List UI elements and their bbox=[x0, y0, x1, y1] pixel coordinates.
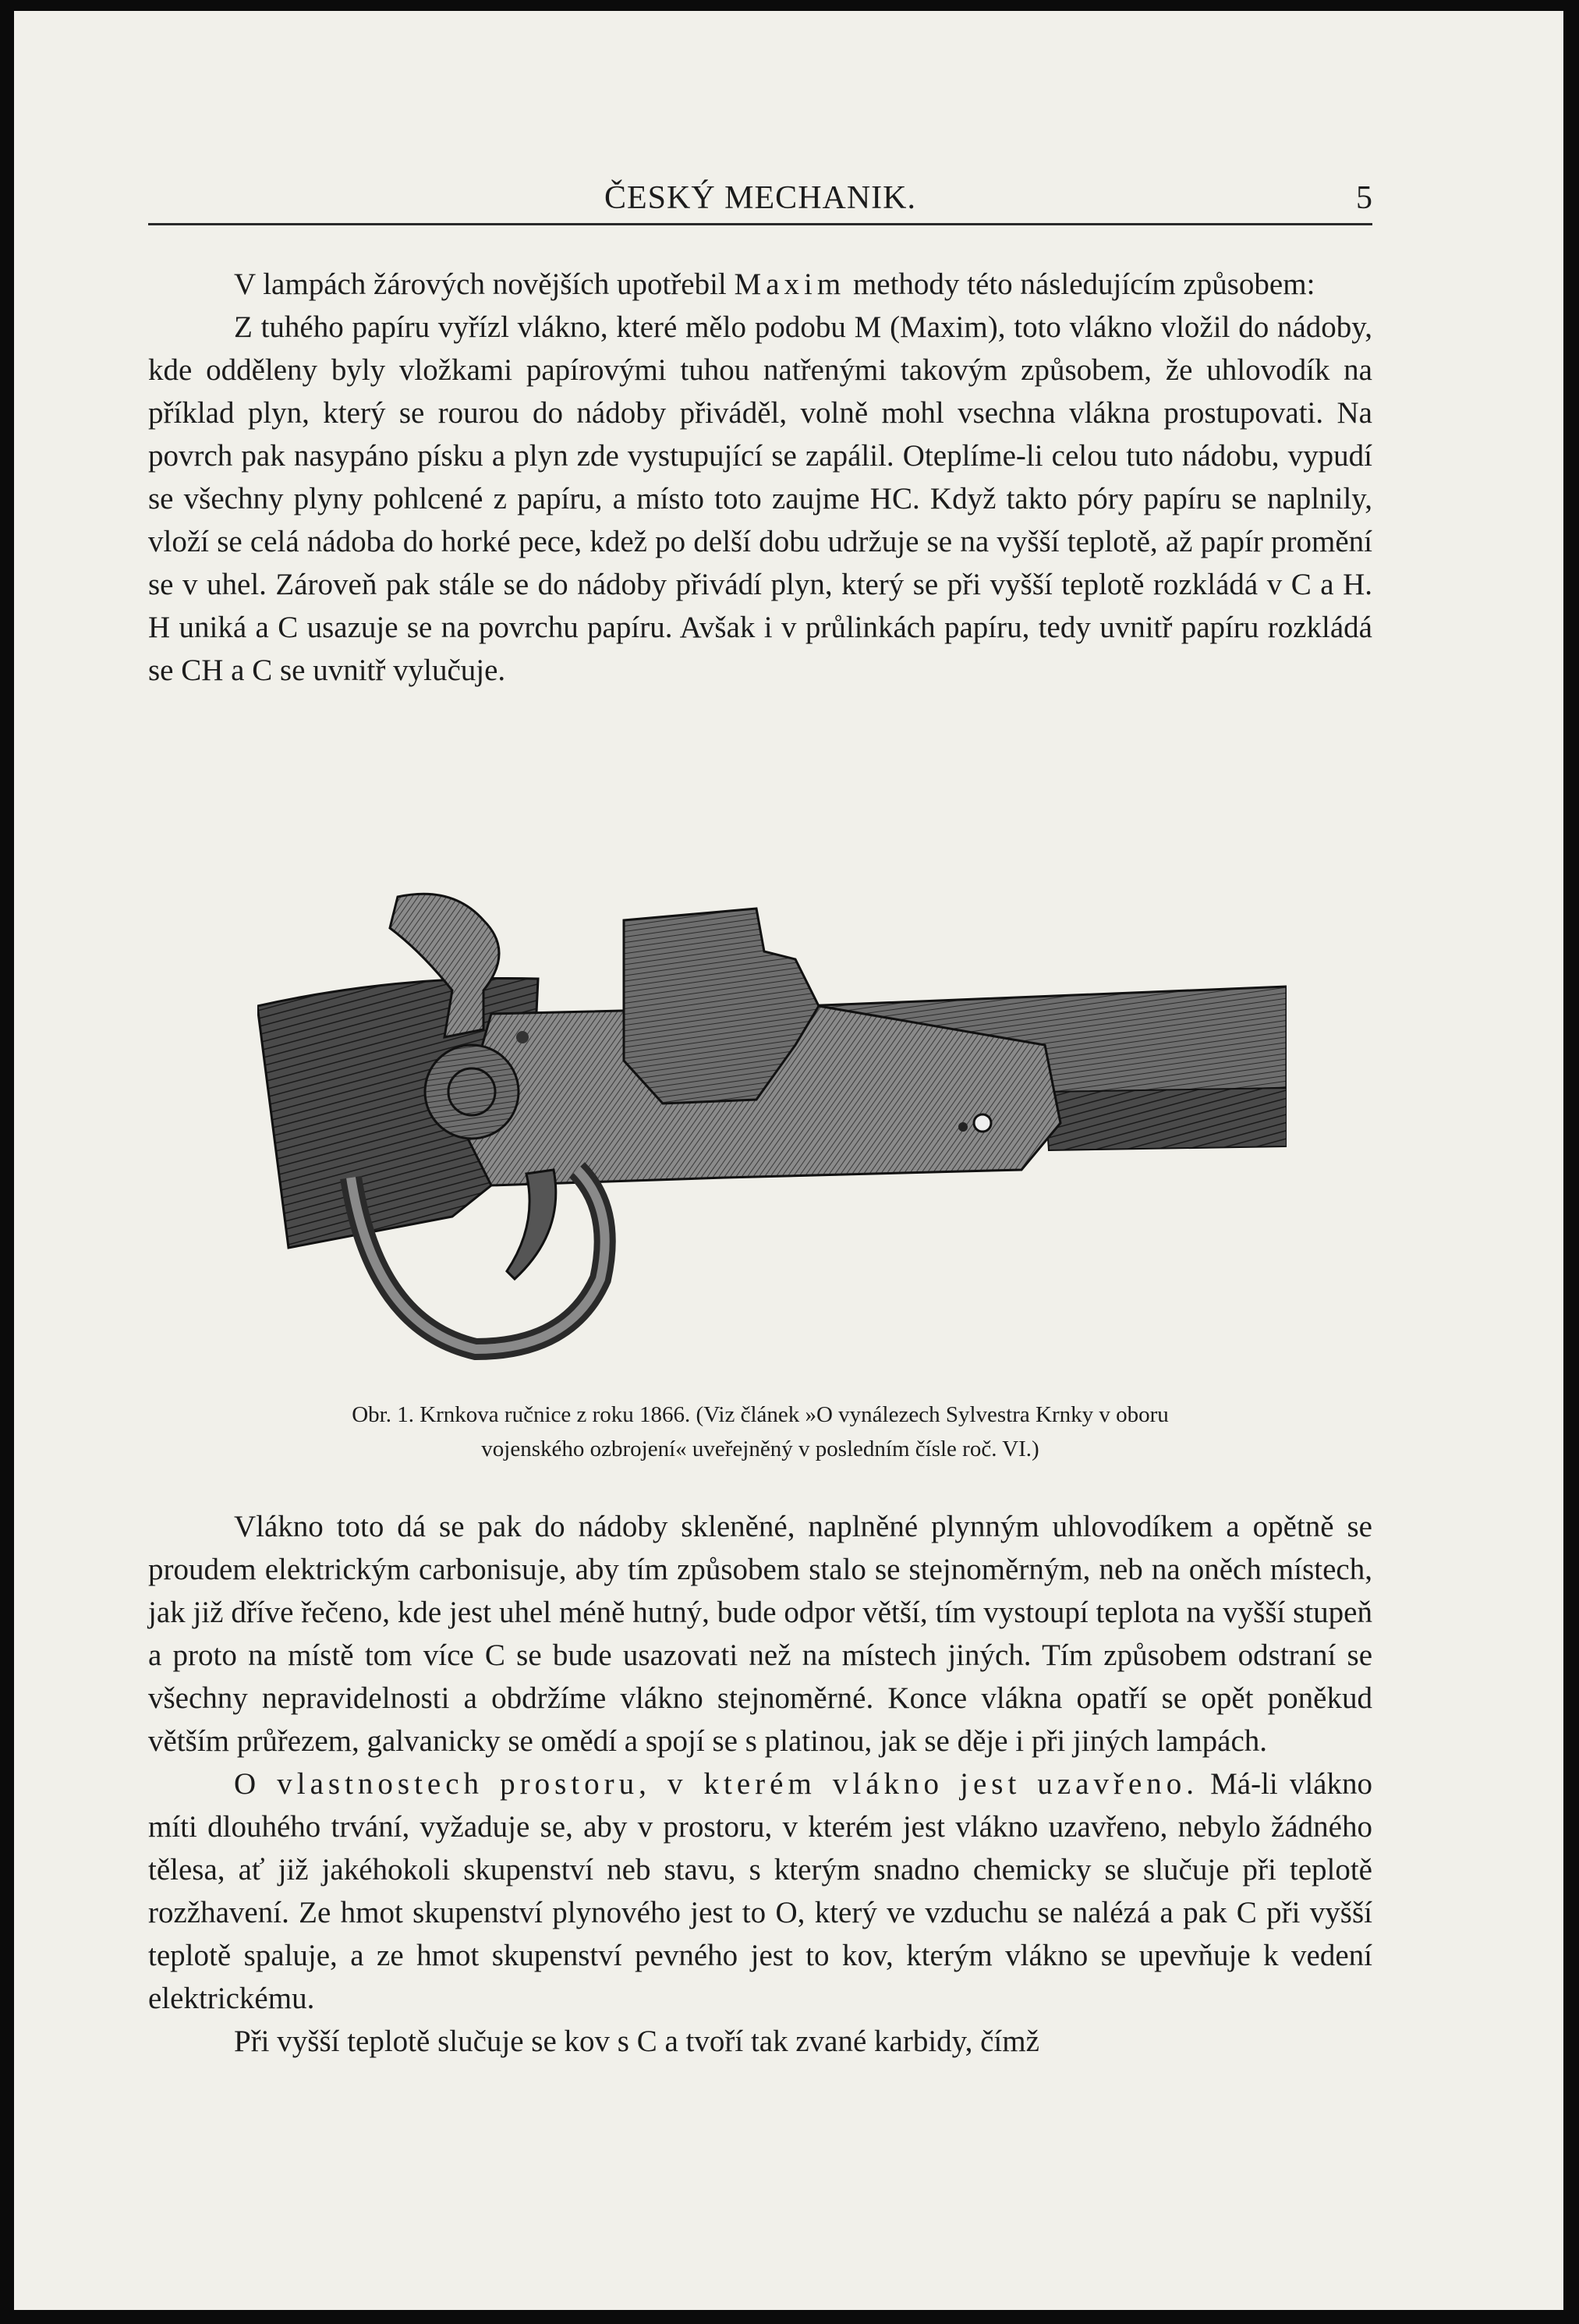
intro-text: V lampách žárových novějších upotřebil bbox=[234, 267, 735, 301]
screw bbox=[974, 1114, 991, 1132]
section-heading: O vlastnostech prostoru, v kterém vlákno jest uzavřeno. bbox=[234, 1767, 1199, 1801]
caption-line-1: Obr. 1. Krnkova ručnice z roku 1866. (Viz článek »O vynálezech Sylvestra Krnky v oboru bbox=[352, 1402, 1169, 1427]
page-number: 5 bbox=[1356, 180, 1372, 216]
hammer-pivot bbox=[425, 1045, 519, 1139]
paragraph-carbonisation: Vlákno toto dá se pak do nádoby skleněné, naplněné plynným uhlovodíkem a opětně se proudem elektrickým carbonisuje, aby tím způsobem stalo se stejnoměrným, neb na oněch místech, jak již dříve řečeno, kde jest uhel méně hutný, bude odpor větší, tím vystoupí teplota na vyšší stupeň a proto na místě tom více C se bude usazovati než na místech jiných. Tím způsobem odstraní se všechny nepravidelnosti a obdržíme vlákno stejnoměrné. Konce vlákna opatří se opět poněkud větším průřezem, galvanicky se omědí a spojí se s platinou, jak se děje i při jiných lampách. bbox=[148, 1510, 1372, 1758]
screw bbox=[958, 1122, 968, 1132]
rifle-lock-illustration bbox=[257, 889, 1287, 1396]
header-rule bbox=[148, 223, 1372, 225]
journal-title: ČESKÝ MECHANIK. bbox=[604, 180, 916, 216]
text-section-2 bbox=[148, 1505, 1372, 2063]
intro-text-end: methody této následujícím způsobem: bbox=[845, 267, 1315, 301]
rifle-forend bbox=[1045, 1088, 1287, 1150]
properties-body: Má-li vlákno míti dlouhého trvání, vyžaduje se, aby v prostoru, v kterém jest vlákno uzavřeno, nebylo žádného tělesa, ať již jakéhokoli skupenství neb stavu, s kterým snadno chemicky se slučuje při teplotě rozžhavení. Ze hmot skupenství plynového jest to O, který ve vzduchu se nalézá a pak C při vyšší teplotě spaluje, a ze hmot skupenství pevného jest to kov, kterým vlákno se upevňuje k vedení elektrickému. bbox=[148, 1767, 1372, 2015]
paragraph-properties bbox=[148, 1762, 1372, 2020]
text-section-1 bbox=[148, 263, 1372, 692]
caption-line-2: vojenského ozbrojení« uveřejněný v posledním čísle roč. VI.) bbox=[481, 1437, 1039, 1461]
paragraph-process: Z tuhého papíru vyřízl vlákno, které mělo podobu M (Maxim), toto vlákno vložil do nádoby, kde odděleny byly vložkami papírovými tuhou natřenými takovým způsobem, že uhlovodík na příklad plyn, který se rourou do nádoby přiváděl, volně mohl vsechna vlákna prostupovati. Na povrch pak nasypáno písku a plyn zde vystupující se zapálil. Oteplíme-li celou tuto nádobu, vypudí se všechny plyny pohlcené z papíru, a místo toto zaujme HC. Když takto póry papíru se naplnily, vloží se celá nádoba do horké pece, kdež po delší dobu udržuje se na vyšší teplotě, až papír promění se v uhel. Zároveň pak stále se do nádoby přivádí plyn, který se při vyšší teplotě rozkládá v C a H. H uniká a C usazuje se na povrchu papíru. Avšak i v průlinkách papíru, tedy uvnitř papíru rozkládá se CH a C se uvnitř vylučuje. bbox=[148, 310, 1372, 687]
figure-caption bbox=[148, 1398, 1372, 1466]
paragraph-maxim-intro bbox=[148, 263, 1372, 306]
paragraph-carbides: Při vyšší teplotě slučuje se kov s C a tvoří tak zvané karbidy, čímž bbox=[234, 2025, 1039, 2058]
trigger bbox=[507, 1170, 556, 1279]
running-header bbox=[148, 178, 1372, 218]
screw bbox=[516, 1031, 529, 1043]
maxim-name: Maxim bbox=[734, 267, 846, 301]
